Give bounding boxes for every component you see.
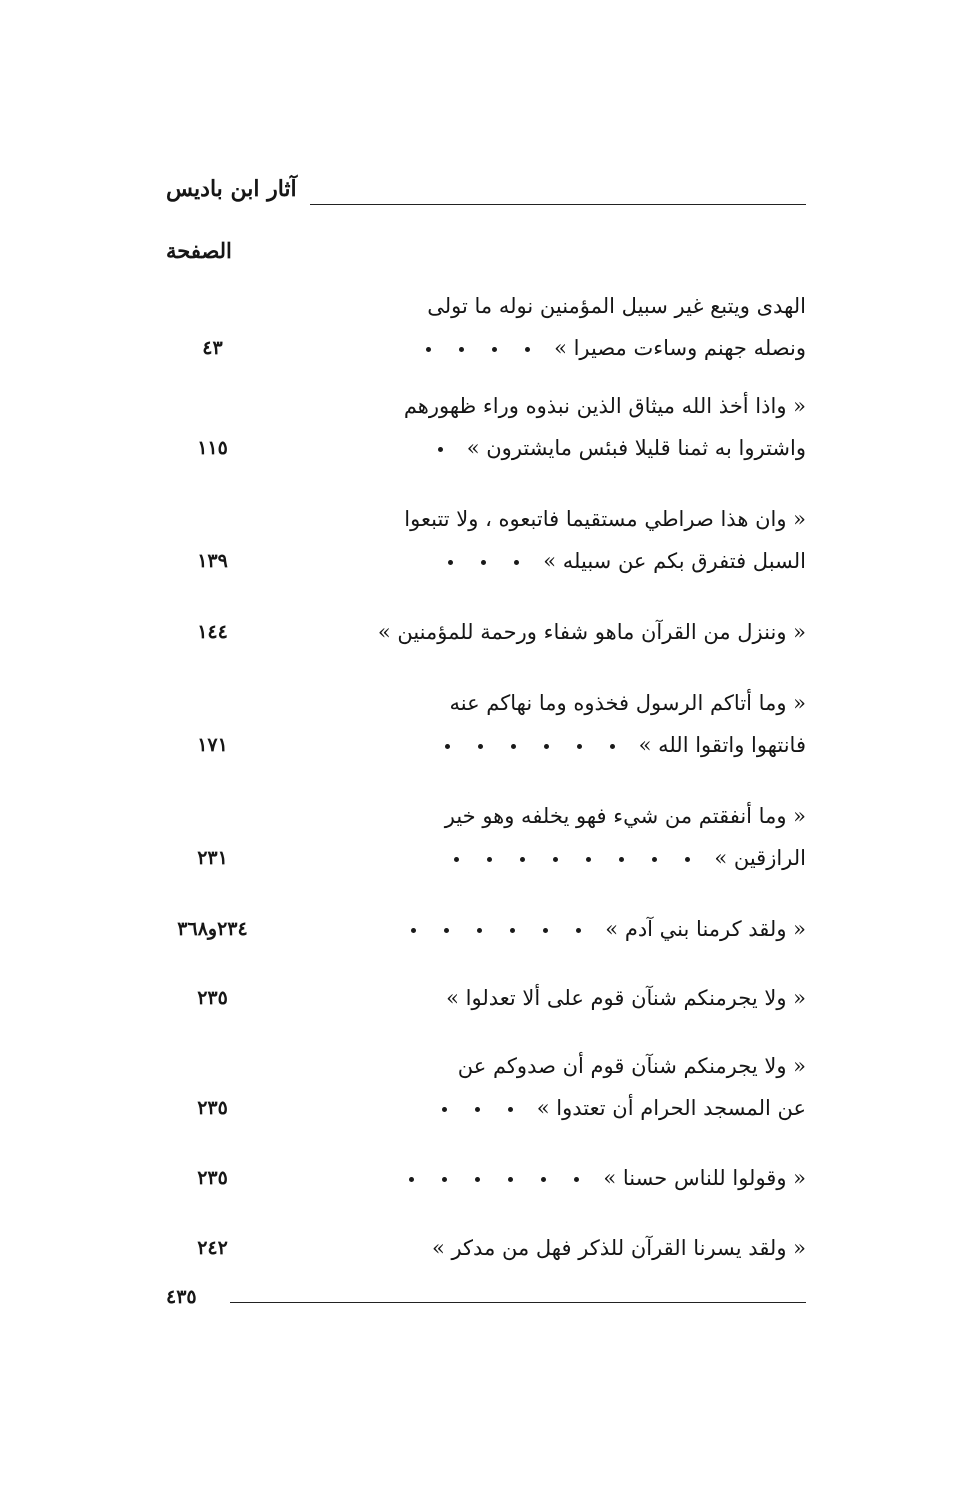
verse-line: [376, 617, 806, 649]
verse-text: الرازقين »: [714, 846, 806, 870]
leader-dot: [477, 928, 482, 933]
verse-text: « وان هذا صراطي مستقيما فاتبعوه ، ولا تتبعوا: [404, 507, 806, 531]
verse-line: [376, 1233, 806, 1265]
footer-page-number: ٤٣٥: [166, 1286, 197, 1308]
leader-dots: [431, 730, 629, 760]
footer-rule: [230, 1302, 806, 1303]
leader-dot: [553, 857, 558, 862]
verse-line: [376, 433, 806, 465]
page-reference: ١٧١: [197, 734, 228, 756]
verse-line: [376, 291, 806, 323]
leader-dots: [395, 1163, 593, 1193]
leader-dot: [525, 347, 530, 352]
page-reference: ٢٣٤و٣٦٨: [177, 918, 248, 940]
verse-text: فانتهوا واتقوا الله »: [638, 733, 806, 757]
verse-text: « ولقد كرمنا بني آدم »: [605, 917, 806, 941]
verse-text: « وما أتاكم الرسول فخذوه وما نهاكم عنه: [449, 691, 806, 715]
leader-dot: [459, 347, 464, 352]
leader-dot: [541, 1177, 546, 1182]
leader-dot: [442, 1177, 447, 1182]
leader-dot: [685, 857, 690, 862]
leader-dot: [520, 857, 525, 862]
verse-line: [376, 688, 806, 720]
verse-text: عن المسجد الحرام أن تعتدوا »: [536, 1096, 806, 1120]
verse-line: [376, 1093, 806, 1125]
leader-dots: [412, 333, 544, 363]
leader-dot: [438, 447, 443, 452]
verse-text: ونصله جهنم وساءت مصيرا »: [554, 336, 806, 360]
leader-dot: [510, 928, 515, 933]
verse-line: [376, 546, 806, 578]
verse-line: [376, 801, 806, 833]
verse-line: [376, 504, 806, 536]
leader-dot: [448, 560, 453, 565]
verse-text: « ولا يجرمنكم شنآن قوم أن صدوكم عن: [457, 1054, 806, 1078]
leader-dot: [574, 1177, 579, 1182]
leader-dot: [454, 857, 459, 862]
verse-text: واشتروا به ثمنا قليلا فبئس مايشترون »: [466, 436, 806, 460]
leader-dot: [619, 857, 624, 862]
leader-dot: [576, 928, 581, 933]
page-reference: ٢٤٢: [197, 1237, 228, 1259]
verse-line: [376, 730, 806, 762]
leader-dot: [411, 928, 416, 933]
leader-dot: [475, 1107, 480, 1112]
leader-dot: [586, 857, 591, 862]
page-reference: ١١٥: [197, 437, 228, 459]
leader-dot: [543, 928, 548, 933]
verse-text: السبل فتفرق بكم عن سبيله »: [543, 549, 806, 573]
leader-dot: [445, 744, 450, 749]
page-reference: ٢٣١: [197, 847, 228, 869]
verse-text: « ولقد يسرنا القرآن للذكر فهل من مدكر »: [431, 1236, 806, 1260]
leader-dot: [481, 560, 486, 565]
verse-text: « واذا أخذ الله ميثاق الذين نبذوه وراء ظهورهم: [403, 394, 806, 418]
verse-text: « وننزل من القرآن ماهو شفاء ورحمة للمؤمنين »: [377, 620, 806, 644]
leader-dot: [409, 1177, 414, 1182]
leader-dot: [652, 857, 657, 862]
verse-text: الهدى ويتبع غير سبيل المؤمنين نوله ما تولى: [427, 294, 806, 318]
leader-dot: [544, 744, 549, 749]
page-reference: ١٤٤: [197, 621, 228, 643]
leader-dot: [508, 1107, 513, 1112]
verse-text: « وما أنفقتم من شيء فهو يخلفه وهو خير: [444, 804, 806, 828]
leader-dot: [577, 744, 582, 749]
running-header-title: آثار ابن باديس: [166, 176, 297, 202]
verse-line: [376, 1163, 806, 1195]
leader-dot: [442, 1107, 447, 1112]
header-rule: [310, 204, 806, 205]
page-reference: ٤٣: [202, 337, 223, 359]
leader-dot: [610, 744, 615, 749]
leader-dots: [428, 1093, 527, 1123]
page-column-label: الصفحة: [166, 238, 232, 263]
verse-line: [376, 914, 806, 946]
verse-line: [376, 983, 806, 1015]
verse-text: « وقولوا للناس حسنا »: [603, 1166, 806, 1190]
leader-dot: [514, 560, 519, 565]
leader-dot: [426, 347, 431, 352]
verse-line: [376, 391, 806, 423]
leader-dot: [478, 744, 483, 749]
verse-line: [376, 333, 806, 365]
leader-dot: [508, 1177, 513, 1182]
page-reference: ٢٣٥: [197, 1097, 228, 1119]
leader-dots: [397, 914, 595, 944]
leader-dot: [487, 857, 492, 862]
verse-text: « ولا يجرمنكم شنآن قوم على ألا تعدلوا »: [446, 986, 806, 1010]
verse-line: [376, 1051, 806, 1083]
page-reference: ٢٣٥: [197, 987, 228, 1009]
leader-dot: [444, 928, 449, 933]
leader-dots: [440, 843, 704, 873]
page-reference: ١٣٩: [197, 550, 228, 572]
leader-dot: [475, 1177, 480, 1182]
leader-dots: [424, 433, 457, 463]
leader-dot: [492, 347, 497, 352]
verse-line: [376, 843, 806, 875]
leader-dots: [434, 546, 533, 576]
page-reference: ٢٣٥: [197, 1167, 228, 1189]
leader-dot: [511, 744, 516, 749]
